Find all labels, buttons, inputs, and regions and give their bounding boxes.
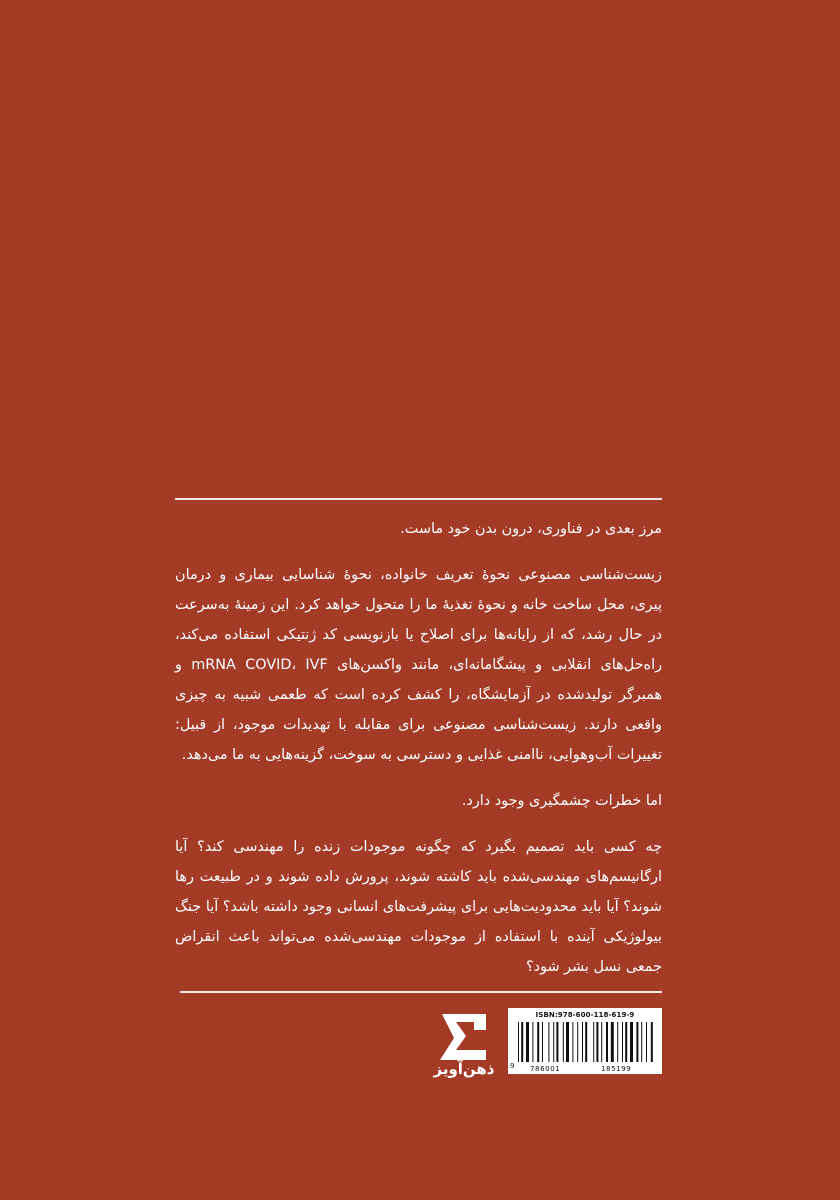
back-cover-blurb — [175, 514, 662, 998]
blurb-paragraph-1: مرز بعدی در فناوری، درون بدن خود ماست. — [400, 521, 662, 537]
bottom-divider — [180, 991, 662, 993]
isbn-lead-digit: 9 — [510, 1062, 515, 1070]
top-divider — [175, 498, 662, 500]
isbn-label: ISBN:978-600-118-619-9 — [535, 1011, 635, 1019]
isbn-digits-group-2: 185199 — [601, 1065, 632, 1073]
blurb-paragraph-2: زیست‌شناسی مصنوعی نحوهٔ تعریف خانواده، نحوهٔ شناسایی بیماری و درمان پیری، محل ساخت خانه و نحوهٔ تغذیهٔ ما را متحول خواهد کرد. این زمینهٔ به‌سرعت در حال رشد، که از رایانه‌ها برای اصلاح یا بازنویسی کد ژنتیکی استفاده می‌کند، راه‌حل‌های انقلابی و پیشگامانه‌ای، مانند واکسن‌های mRNA COVID، IVF و همبرگر تولیدشده در آزمایشگاه، را کشف کرده است که طعمی شبیه به چیزی واقعی دارند. زیست‌شناسی مصنوعی برای مقابله با تهدیدات موجود، از قبیل: تغییرات آب‌وهوایی، ناامنی غذایی و دسترسی به سوخت، گزینه‌هایی به ما می‌دهد. — [175, 567, 663, 763]
blurb-paragraph-4: چه کسی باید تصمیم بگیرد که چگونه موجودات زنده را مهندسی کند؟ آیا ارگانیسم‌های مهندسی‌شده باید کاشته شوند، پرورش داده شوند و در طبیعت رها شوند؟ آیا باید محدودیت‌هایی برای پیشرفت‌های انسانی وجود داشته باشد؟ آیا جنگ بیولوژیکی آینده با استفاده از موجودات مهندسی‌شده می‌تواند باعث انقراض جمعی نسل بشر شود؟ — [175, 839, 662, 975]
publisher-name: ذهن‌آویز — [433, 1060, 495, 1078]
barcode-bars — [518, 1022, 654, 1062]
blurb-paragraph-3: اما خطرات چشمگیری وجود دارد. — [461, 793, 662, 809]
isbn-digits-group-1: 786001 — [530, 1065, 561, 1073]
isbn-barcode — [508, 1008, 662, 1074]
